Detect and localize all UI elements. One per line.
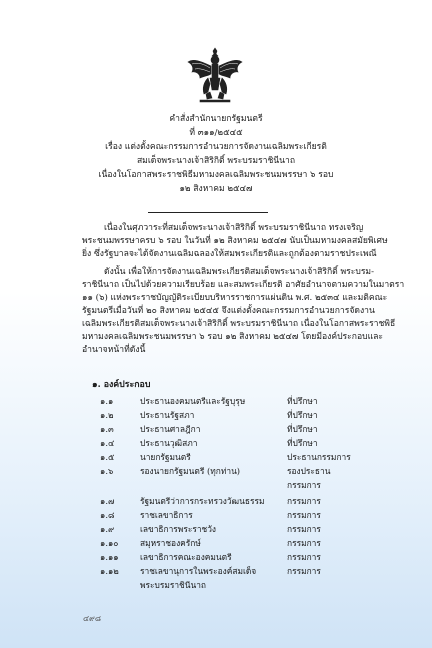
member-label: ประธานรัฐสภา <box>140 410 195 420</box>
member-label: ประธานศาลฎีกา <box>140 424 201 434</box>
member-row <box>0 465 432 478</box>
member-row <box>0 523 432 536</box>
member-label: เลขาธิการคณะองคมนตรี <box>140 552 232 562</box>
member-label: ประธานวุฒิสภา <box>140 438 198 448</box>
paragraph-2-line: ราชินีนาถ เป็นไปด้วยความเรียบร้อย และสมพระเกียรติ อาศัยอำนาจตามความในมาตรา <box>82 280 405 290</box>
paragraph-1-line: เนื่องในศุภวาระที่สมเด็จพระนางเจ้าสิริกิติ์ พระบรมราชินีนาถ ทรงเจริญ <box>104 223 364 233</box>
member-number: ๑.๒ <box>100 410 114 420</box>
member-row <box>0 437 432 450</box>
paragraph-2-line: มหามงคลเฉลิมพระชนมพรรษา ๖ รอบ ๑๒ สิงหาคม ๒๕๔๗ โดยมีองค์ประกอบและ <box>82 332 384 342</box>
member-label: เลขาธิการพระราชวัง <box>140 524 217 534</box>
member-label: รัฐมนตรีว่าการกระทรวงวัฒนธรรม <box>140 496 265 506</box>
member-number: ๑.๘ <box>100 510 115 520</box>
member-row <box>0 537 432 550</box>
member-row <box>0 495 432 508</box>
paragraph-2-line: รัฐมนตรีเมื่อวันที่ ๒๐ สิงหาคม ๒๕๔๕ จึงแต่งตั้งคณะกรรมการอำนวยการจัดงาน <box>82 306 375 316</box>
member-role-continuation: กรรมการ <box>287 480 321 490</box>
title-divider <box>148 212 268 213</box>
member-role: รองประธาน <box>287 466 331 476</box>
paragraph-2 <box>82 266 405 357</box>
member-row <box>0 551 432 564</box>
member-row <box>0 409 432 422</box>
member-role: ประธานกรรมการ <box>287 452 351 462</box>
paragraph-2-line: ดังนั้น เพื่อให้การจัดงานเฉลิมพระเกียรติสมเด็จพระนางเจ้าสิริกิติ์ พระบรม- <box>104 267 374 277</box>
member-label: ราชเลขานุการในพระองค์สมเด็จ <box>140 566 257 576</box>
member-role: กรรมการ <box>287 510 321 520</box>
member-role: กรรมการ <box>287 566 321 576</box>
member-label: ประธานองคมนตรีและรัฐบุรุษ <box>140 396 246 406</box>
document-subject: เรื่อง แต่งตั้งคณะกรรมการอำนวยการจัดงานเฉลิมพระเกียรติ <box>105 142 327 152</box>
member-number: ๑.๑๑ <box>100 552 119 562</box>
member-number: ๑.๑๒ <box>100 566 119 576</box>
member-number: ๑.๖ <box>100 466 114 476</box>
member-number: ๑.๕ <box>100 452 115 462</box>
member-role: กรรมการ <box>287 552 321 562</box>
member-row <box>0 565 432 578</box>
member-row <box>0 509 432 522</box>
member-label-continuation: พระบรมราชินีนาถ <box>140 580 206 590</box>
member-number: ๑.๙ <box>100 524 115 534</box>
member-number: ๑.๔ <box>100 438 115 448</box>
member-role: ที่ปรึกษา <box>287 438 318 448</box>
member-role: ที่ปรึกษา <box>287 410 318 420</box>
member-role: กรรมการ <box>287 496 321 506</box>
member-number: ๑.๑๐ <box>100 538 119 548</box>
member-label: ราชเลขาธิการ <box>140 510 193 520</box>
paragraph-2-line: เฉลิมพระเกียรติสมเด็จพระนางเจ้าสิริกิติ์ พระบรมราชินีนาถ เนื่องในโอกาสพระราชพิธี <box>82 319 396 329</box>
document-subject-line2: สมเด็จพระนางเจ้าสิริกิติ์ พระบรมราชินีนาถ <box>136 156 296 166</box>
member-number: ๑.๗ <box>100 496 115 506</box>
member-role: ที่ปรึกษา <box>287 424 318 434</box>
member-row <box>0 423 432 436</box>
member-label: นายกรัฐมนตรี <box>140 452 191 462</box>
document-subject-line4: ๑๒ สิงหาคม ๒๕๔๗ <box>179 184 253 194</box>
paragraph-2-line: อำนาจหน้าที่ดังนี้ <box>82 345 146 355</box>
page-number: ๔๙๘ <box>83 614 102 623</box>
paragraph-2-line: ๑๑ (๖) แห่งพระราชบัญญัติระเบียบบริหารราชการแผ่นดิน พ.ศ. ๒๕๓๔ และมติคณะ <box>82 293 388 303</box>
member-number: ๑.๑ <box>100 396 114 406</box>
member-number: ๑.๓ <box>100 424 114 434</box>
member-label: รองนายกรัฐมนตรี (ทุกท่าน) <box>140 466 241 476</box>
member-row <box>0 451 432 464</box>
member-row <box>0 395 432 408</box>
document-subject-line3: เนื่องในโอกาสพระราชพิธีมหามงคลเฉลิมพระชนมพรรษา ๖ รอบ <box>98 170 334 180</box>
garuda-emblem-icon <box>186 44 244 104</box>
member-role: กรรมการ <box>287 524 321 534</box>
document-number: ที่ ๓๑๑/๒๕๔๕ <box>189 128 243 138</box>
member-role: กรรมการ <box>287 538 321 548</box>
paragraph-1-line: ยิ่ง ซึ่งรัฐบาลจะได้จัดงานเฉลิมฉลองให้สมพระเกียรติและถูกต้องตามราชประเพณี <box>82 249 377 259</box>
member-label: สมุหราชองครักษ์ <box>140 538 201 548</box>
document-title: คำสั่งสำนักนายกรัฐมนตรี <box>169 114 263 124</box>
section-heading-composition: ๑. องค์ประกอบ <box>92 380 151 390</box>
paragraph-1-line: พระชนมพรรษาครบ ๖ รอบ ในวันที่ ๑๒ สิงหาคม ๒๕๔๗ นับเป็นมหามงคลสมัยพิเศษ <box>82 236 388 246</box>
paragraph-1 <box>82 222 388 261</box>
member-role: ที่ปรึกษา <box>287 396 318 406</box>
